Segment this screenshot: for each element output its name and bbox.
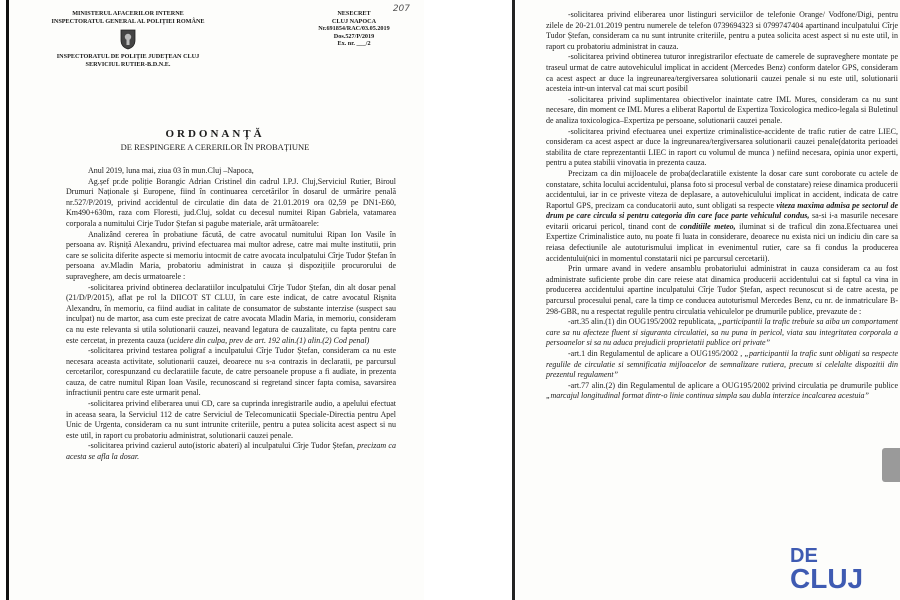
header-left xyxy=(28,10,228,68)
art77-ref: -art.77 alin.(2) din Regulamentul de aplicare a OUG195/2002 privind circulatia pe drumurile publice xyxy=(568,380,898,390)
art77-quote: „marcajul longitudinal format dintr-o linie continua simpla sau dubla interzice incalcarea acestuia” xyxy=(546,391,870,401)
city-label: CLUJ NAPOCA xyxy=(331,17,377,25)
legal-reference-text: ucidere din culpa, prev de art. 192 alin.(1) alin.(2) Cod penal) xyxy=(169,335,370,345)
document-title: ORDONANȚĂ xyxy=(165,128,265,140)
header-right xyxy=(304,10,404,48)
handwritten-page-number: 207 xyxy=(392,4,410,14)
document-subtitle: DE RESPINGERE A CERERILOR ÎN PROBAȚIUNE xyxy=(120,142,310,152)
county-inspectorate-line: INSPECTORATUL DE POLIȚIE JUDEȚEAN CLUJ xyxy=(56,53,200,61)
art1-ref: -art.1 din Regulamentul de aplicare a OUG195/2002 , xyxy=(568,349,743,358)
speed-rule-text: viteza maxima admisa pe sectorul de drum pe care circula si pentru categoria din care face parte vehiculul condus, xyxy=(546,200,898,221)
art1-quote: „participantii la trafic sunt obligati sa respecte regulile de circulatie si semnificatia mijloacelor de semnalizare rutiera, precum si celelalte dispozitii din prezentul regulament” xyxy=(546,349,898,380)
phone-listing-paragraph: -solicitarea privind eliberarea unor listinguri serviciilor de telefonie Orange/ Vodfone/Digi, pentru zilele de 20-21.01.2019 pentru numerele de telefon 0739694323 si 0799747404 apartinand inculpatului Cîrje Tudor Ștefan, consideram ca nu sunt intrunite criteriile, pentru a putea solicita acest aspect si nu este util, in raport cu probatoriu administrat in cauza. xyxy=(546,10,898,51)
date-paragraph: Anul 2019, luna mai, ziua 03 în mun.Cluj –Napoca, xyxy=(88,166,254,175)
art77-paragraph xyxy=(546,381,898,402)
left-body xyxy=(66,166,396,463)
inspectorate-general-line: INSPECTORATUL GENERAL AL POLIȚIEI ROMÂNE xyxy=(51,17,205,25)
traffic-service-line: SERVICIUL RUTIER-B.D.N.E. xyxy=(85,60,171,68)
evidence-paragraph xyxy=(546,169,898,264)
file-number: Dos.527/P/2019 xyxy=(333,32,375,40)
page-gap-divider xyxy=(512,0,515,600)
right-body xyxy=(546,10,898,402)
weather-text: conditiile meteo, xyxy=(679,221,736,231)
watermark-logo xyxy=(784,538,894,594)
request-declarations-paragraph xyxy=(66,283,396,347)
coat-of-arms-emblem xyxy=(119,28,137,50)
conclusion-paragraph: Prin urmare avand in vedere ansamblu probatoriului administrat in cauza consideram ca au fost administrate suficiente probe din care reiese atat dinamica producerii accidentului cat si faptul ca vina in producerea accidentului apartine inculpatului Cîrje Tudor Ștefan, aspect recunoscut si de catre acesta, pe parcursul procesului penal, care la timp ce conducea autoturismul Mercedes Benz, cu nr. de inmatriculare B-298-GBR, nu a respectat regulile pentru circulatia vehiculelor pe drumurile publice, prevazute de : xyxy=(546,264,898,316)
evidence-text-2: sa-si i-a masurile necesare evitarii oricarui pericol, tinand cont de xyxy=(546,211,898,231)
cd-request-paragraph: -solicitarea privind eliberarea unui CD, care sa cuprinda inregistrarile audio, a apelului efectuat in aceasa seara, la Serviciul 112 de catre Serviciul de Telecomunicatii Speciale-Directia pentru Apel Unic de Urgenta, consideram ca nu sunt intrunite criteriile, pentru a putea solicita acest aspect si nu este util, in raport cu probatoriu administrat, solutionarii cauzei penale. xyxy=(66,399,396,440)
copy-number: Ex. nr. ___/2 xyxy=(337,40,371,48)
watermark-word-cluj: CLUJ xyxy=(790,563,864,594)
art35-paragraph xyxy=(546,317,898,349)
watermark-word-de: DE xyxy=(790,545,818,567)
evidence-text-3: iluminat si de traficul din zona.Efectuarea unei Expertize Criminalistice auto, nu poate fi luata in considerare, deoarece nu exista nici un indiciu din care sa reiasa defectiunile ale autoturismului implicat in evenimentul rutier, care sa fi condus la producerea accidentului(nici in momentul constatarii nici pe parcursul cercetarii). xyxy=(546,221,898,263)
evidence-text-1: Precizam ca din mijloacele de proba(declaratiile existente la dosar care sunt coroborate cu actele de constatare, schita locului accidentului, plansa foto si procesul verbal de constatare) reiese dinamica producerii accidentului, iar in ce priveste viteza de deplasare, a autovehiculului implicat in accident, indicata de catre Raportul GPS, precizam ca conducatorii auto, sunt obligati sa respecte xyxy=(546,168,898,210)
analysis-paragraph: Analizând cererea în probatiune făcută, de catre avocatul numitului Ripan Ion Vasile în persoana av. Rișniță Alexandru, privind efectuarea mai multor adrese, catre mai multe institutii, prin care se solicita diferite aspecte si memoriu intocmit de catre avocata inculpatului Cîrje Tudor Ștefan în persoana av.Mladin Maria, probatoriu administrat in cauza și dispozițiile procurorului de supraveghere, am decis urmatoarele : xyxy=(66,229,396,281)
art35-quote: „participantii la trafic trebuie sa aiba un comportament care sa nu afecteze fluent si siguranta circulatiei, sa nu puna in pericol, viata sau integritatea corporala a persoanelor si sa nu aduca prejudicii proprietatii publice ori private” xyxy=(546,317,898,348)
registration-number: Nr.691854/RAC/03.05.2019 xyxy=(318,25,390,33)
driving-record-paragraph xyxy=(66,441,396,462)
polygraph-request-paragraph: -solicitarea privind testarea poligraf a inculpatului Cîrje Tudor Ștefan, consideram ca nu este necesara aceasta activitate, solutionarii cauzei, deoarece nu s-a contrazis in declaratii, pe parcursul cercetarilor, corespunzand cu declaratiile facute, de catre persoanele propuse a fi audiate, in prezenta cauza, de catre numitul Ripan Ioan Vasile, recunoscand si regretand sincer fapta comisa, savarsirea infractiunii pentru care este urmarit penal. xyxy=(66,346,396,398)
intro-paragraph: Ag.șef pr.de poliție Borangic Adrian Cristinel din cadrul I.P.J. Cluj,Serviciul Rutier, Biroul Drumuri Naționale și Europene, fiind în continuarea cercetărilor în dosarul de urmărire penală nr.527/P/2019, privind accidentul de circulatie din data de 21.01.2019 ora 02,59 pe DN1-E60, Km490+630m, raza com Floresti, jud.Cluj, soldat cu decesul numitei Ripan Gabriela, vatamarea corporala a numitului Cirje Tudor Ștefan si pagube materiale, arăt următoarele: xyxy=(66,176,396,228)
art1-paragraph xyxy=(546,349,898,381)
art35-ref: -art.35 alin.(1) din OUG195/2002 republicata, xyxy=(568,317,716,327)
driving-record-note: precizam ca acesta se afla la dosar. xyxy=(66,441,396,462)
classification-label: NESECRET xyxy=(337,10,371,17)
left-page xyxy=(6,0,424,600)
forensic-expertise-paragraph: -solicitarea privind efectuarea unei expertize criminalistice-accidente de trafic rutier de catre LIEC, consideram ca acest aspect ar duce la ingreunarea/tergiversarea solutionarii cauzei penale(datorita perioadei stabilita de ctare reprezentantii LIEC in raport cu volumul de munca ) nefiind necesara, opinia unor experti, pentru a putea stabilii vinovatia in prezenta cauza. xyxy=(546,126,898,168)
request-declarations-text: -solicitarea privind obtinerea declaratiilor inculpatului Cîrje Tudor Ștefan, din alt dosar penal (21/D/P/2015), aflat pe rol la DIICOT ST CLUJ, în care este indicat, de catre avocatul Rișnita Alexandru, în memoriu, ca fiind audiat in calitate de consumator de substante interzise (suspect sau inculpat) nu de martor, asa cum este precizat de catre avocata Mladin Maria, in memoriu, consideram ca nu este relevanta si utila solutionarii cauzei, neavand legatura de cauzalitate, cu fapta pentru care este cercetat, in prezenta cauza ( xyxy=(66,282,396,345)
camera-recordings-paragraph: -solicitarea privind obtinerea tuturor inregistrarilor efectuate de camerele de supraveghere montate pe traseul urmat de catre autovehiculul implicat in accident (Mercedes Benz) conform datelor GPS, consideram ca acest aspect ar duce la ingreunarea/tergiversarea solutionarii cauzei penale si nu este util, solutionarii acesteia intr-un interval cat mai scurt posibil xyxy=(546,52,898,94)
corner-badge-icon xyxy=(882,448,900,482)
right-page xyxy=(516,0,900,600)
driving-record-text: -solicitarea privind cazierul auto(istoric abateri) al inculpatului Cîrje Tudor Ștefan, xyxy=(88,441,355,451)
left-page-edge xyxy=(6,0,9,600)
ministry-line: MINISTERUL AFACERILOR INTERNE xyxy=(72,10,184,17)
iml-objectives-paragraph: -solicitarea privind suplimentarea obiectivelor inaintate catre IML Mures, consideram ca nu sunt necesare, din moment ce IML Mures a eliberat Raportul de Expertiza Toxicologica medico-legala si Buletinul de analiza toxicologica–Expertiza pe persoane, solutionarii cauzei penale. xyxy=(546,94,898,125)
